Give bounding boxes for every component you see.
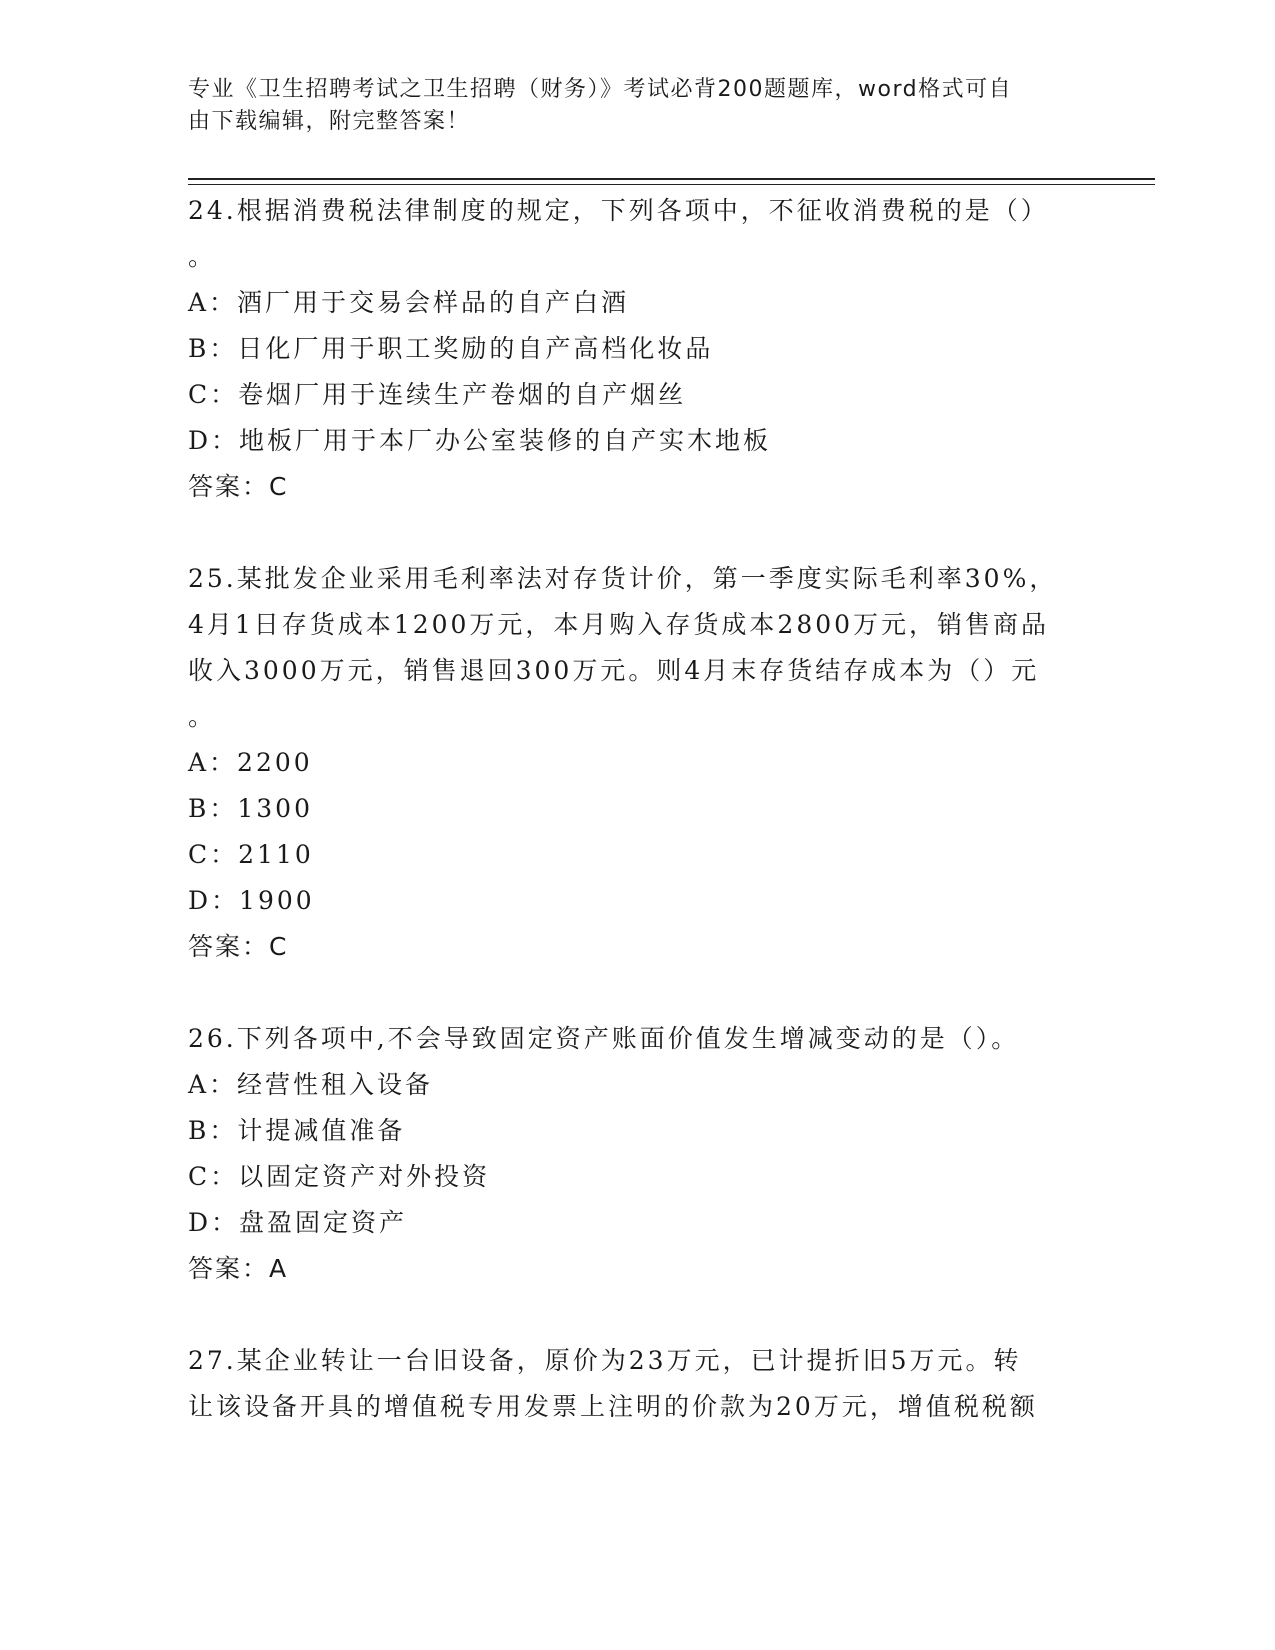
- header-divider-thin: [188, 184, 1155, 185]
- question-stem-line: 24.根据消费税法律制度的规定，下列各项中，不征收消费税的是（）: [188, 196, 1049, 225]
- answer-key: 答案：C: [188, 932, 289, 961]
- answer-option: A：酒厂用于交易会样品的自产白酒: [188, 288, 630, 317]
- question-list: [188, 188, 1088, 1430]
- answer-option: B：计提减值准备: [188, 1116, 406, 1145]
- header-line-1: 专业《卫生招聘考试之卫生招聘（财务）》考试必背200题题库，word格式可自: [188, 77, 1013, 102]
- question-block: [188, 188, 1088, 510]
- answer-option: C：卷烟厂用于连续生产卷烟的自产烟丝: [188, 380, 687, 409]
- answer-option: D：地板厂用于本厂办公室装修的自产实木地板: [188, 426, 772, 455]
- answer-key: 答案：C: [188, 472, 289, 501]
- question-stem-line: 27.某企业转让一台旧设备，原价为23万元，已计提折旧5万元。转: [188, 1346, 1022, 1375]
- question-spacer: [188, 970, 1088, 1016]
- question-stem-line: 26.下列各项中,不会导致固定资产账面价值发生增减变动的是（）。: [188, 1024, 1020, 1053]
- answer-option: D：1900: [188, 886, 315, 915]
- question-block: [188, 1338, 1088, 1430]
- answer-option: B：日化厂用于职工奖励的自产高档化妆品: [188, 334, 714, 363]
- header-divider-thick: [188, 178, 1155, 180]
- question-block: [188, 1016, 1088, 1292]
- question-stem-line: 4月1日存货成本1200万元，本月购入存货成本2800万元，销售商品: [188, 610, 1050, 639]
- question-spacer: [188, 510, 1088, 556]
- answer-option: D：盘盈固定资产: [188, 1208, 408, 1237]
- answer-option: B：1300: [188, 794, 313, 823]
- answer-option: C：2110: [188, 840, 314, 869]
- question-spacer: [188, 1292, 1088, 1338]
- answer-option: A：经营性租入设备: [188, 1070, 434, 1099]
- question-stem-line: 。: [188, 242, 217, 271]
- question-block: [188, 556, 1088, 970]
- answer-option: C：以固定资产对外投资: [188, 1162, 491, 1191]
- answer-option: A：2200: [188, 748, 313, 777]
- document-header: [188, 74, 1068, 138]
- answer-key: 答案：A: [188, 1254, 289, 1283]
- question-stem-line: 25.某批发企业采用毛利率法对存货计价，第一季度实际毛利率30%，: [188, 564, 1058, 593]
- question-stem-line: 。: [188, 702, 217, 731]
- question-stem-line: 让该设备开具的增值税专用发票上注明的价款为20万元，增值税税额: [188, 1392, 1038, 1421]
- question-stem-line: 收入3000万元，销售退回300万元。则4月末存货结存成本为（）元: [188, 656, 1040, 685]
- header-line-2: 由下载编辑，附完整答案！: [188, 109, 471, 134]
